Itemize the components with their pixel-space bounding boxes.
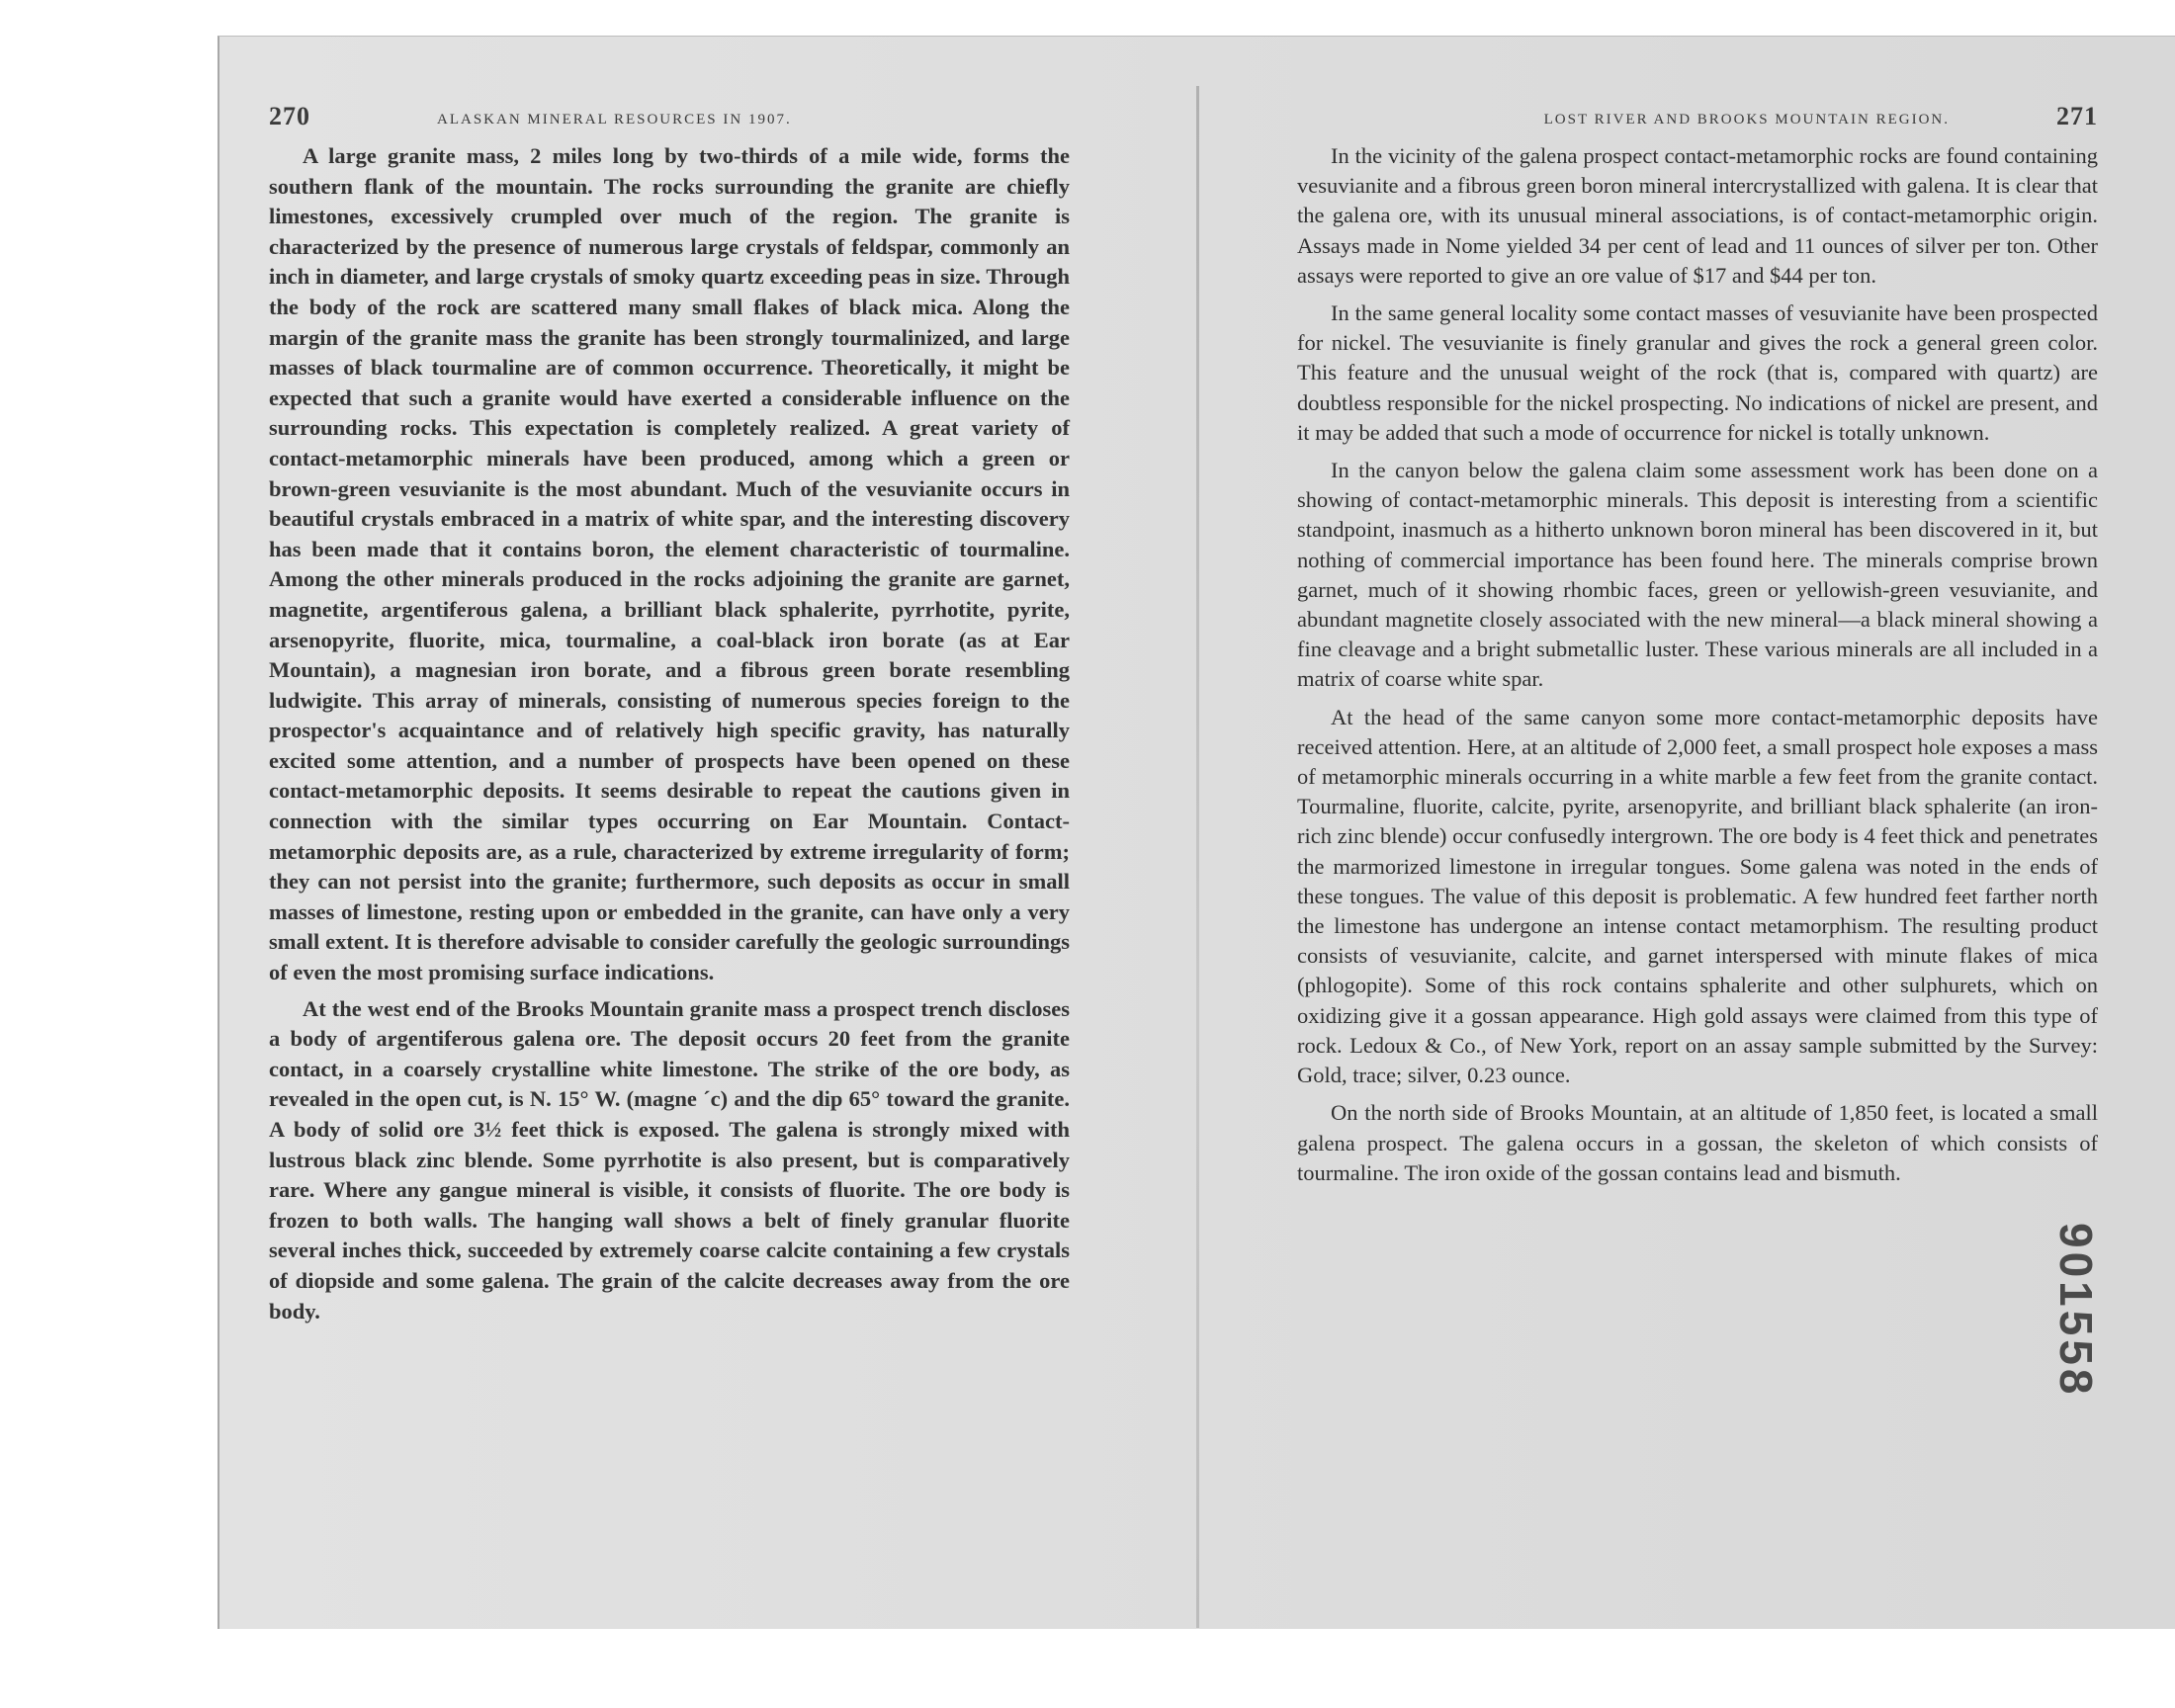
right-page-number: 271 <box>2056 102 2098 130</box>
left-paragraph-2: At the west end of the Brooks Mountain granite mass a prospect trench discloses a body of argentiferous galena ore. The deposit occurs 20 feet from the granite contact, in a coarsely crystalline white limestone. The strike of the ore body, as revealed in the open cut, is N. 15° W. (magne ´c) and the dip 65° toward the granite. A body of solid ore 3½ feet thick is exposed. The galena is strongly mixed with lustrous black zinc blende. Some pyrrhotite is also present, but is comparatively rare. Where any gangue mineral is visible, it consists of fluorite. The ore body is frozen to both walls. The hanging wall shows a belt of finely granular fluorite several inches thick, succeeded by extremely coarse calcite containing a few crystals of diopside and some galena. The grain of the calcite decreases away from the ore body. <box>269 995 1070 1324</box>
book-gutter <box>1196 86 1199 1628</box>
left-running-head <box>269 102 1070 141</box>
right-page <box>1297 102 2098 1188</box>
right-paragraph-4: At the head of the same canyon some more contact-metamorphic deposits have received attention. Here, at an altitude of 2,000 feet, a small prospect hole exposes a mass of metamorphic minerals occurring in a white marble a few feet from the granite contact. Tourmaline, fluorite, calcite, pyrite, arsenopyrite, and brilliant black sphalerite (an iron-rich zinc blende) occur confusedly intergrown. The ore body is 4 feet thick and penetrates the marmorized limestone in irregular tongues. Some galena was noted in the ends of these tongues. The value of this deposit is problematic. A few hundred feet farther north the limestone has undergone an intense contact metamorphism. The resulting product consists of vesuvianite, calcite, and garnet interspersed with minute flakes of mica (phlogopite). Some of this rock contains sphalerite and other sulphurets, which on oxidizing give it a gossan appearance. High gold assays were claimed from this type of rock. Ledoux & Co., of New York, report on an assay sample submitted by the Survey: Gold, trace; silver, 0.23 ounce. <box>1297 704 2098 1088</box>
left-paragraph-1: A large granite mass, 2 miles long by two-thirds of a mile wide, forms the southern flank of the mountain. The rocks surrounding the granite are chiefly limestones, excessively crumpled over much of the region. The granite is characterized by the presence of numerous large crystals of feldspar, commonly an inch in diameter, and large crystals of smoky quartz exceeding peas in size. Through the body of the rock are scattered many small flakes of black mica. Along the margin of the granite mass the granite has been strongly tourmalinized, and large masses of black tourmaline are of common occurrence. Theoretically, it might be expected that such a granite would have exerted a considerable influence on the surrounding rocks. This expectation is completely realized. A great variety of contact-metamorphic minerals have been produced, among which a green or brown-green vesuvianite is the most abundant. Much of the vesuvianite occurs in beautiful crystals embraced in a matrix of white spar, and the interesting discovery has been made that it contains boron, the element characteristic of tourmaline. Among the other minerals produced in the rocks adjoining the granite are garnet, magnetite, argentiferous galena, a brilliant black sphalerite, pyrrhotite, pyrite, arsenopyrite, fluorite, mica, tourmaline, a coal-black iron borate (as at Ear Mountain), a magnesian iron borate, and a fibrous green borate resembling ludwigite. This array of minerals, consisting of numerous species foreign to the prospector's acquaintance and of relatively high specific gravity, has naturally excited some attention, and a number of prospects have been opened on these contact-metamorphic deposits. It seems desirable to repeat the cautions given in connection with the similar types occurring on Ear Mountain. Contact-metamorphic deposits are, as a rule, characterized by extreme irregularity of form; they can not persist into the granite; furthermore, such deposits as occur in small masses of limestone, resting upon or embedded in the granite, can have only a very small extent. It is therefore advisable to consider carefully the geologic surroundings of even the most promising surface indications. <box>269 143 1070 985</box>
scanned-spread <box>218 36 2175 1629</box>
right-page-body <box>1297 141 2098 1188</box>
right-paragraph-3: In the canyon below the galena claim some assessment work has been done on a showing of contact-metamorphic minerals. This deposit is interesting from a scientific standpoint, inasmuch as a hitherto unknown boron mineral has been discovered in it, but nothing of commercial importance has been found here. The minerals comprise brown garnet, much of it showing rhombic faces, green or yellowish-green vesuvianite, and abundant magnetite closely associated with the new mineral—a black mineral showing a fine cleavage and a bright submetallic luster. These various minerals are all included in a matrix of coarse white spar. <box>1297 458 2098 692</box>
left-page <box>269 102 1070 1326</box>
right-running-head-title: LOST RIVER AND BROOKS MOUNTAIN REGION. <box>1543 112 1950 128</box>
left-page-body <box>269 141 1070 1326</box>
right-paragraph-5: On the north side of Brooks Mountain, at an altitude of 1,850 feet, is located a small galena prospect. The galena occurs in a gossan, the skeleton of which consists of tourmaline. The iron oxide of the gossan contains lead and bismuth. <box>1297 1100 2098 1185</box>
right-paragraph-2: In the same general locality some contact masses of vesuvianite have been prospected for nickel. The vesuvianite is finely granular and gives the rock a general green color. This feature and the unusual weight of the rock (that is, compared with quartz) are doubtless responsible for the nickel prospecting. No indications of nickel are present, and it may be added that such a mode of occurrence for nickel is totally unknown. <box>1297 300 2098 445</box>
left-running-head-title: ALASKAN MINERAL RESOURCES IN 1907. <box>437 112 792 128</box>
right-paragraph-1: In the vicinity of the galena prospect contact-metamorphic rocks are found containing vesuvianite and a fibrous green boron mineral intercrystallized with galena. It is clear that the galena ore, with its unusual mineral associations, is of contact-metamorphic origin. Assays made in Nome yielded 34 per cent of lead and 11 ounces of silver per ton. Other assays were reported to give an ore value of $17 and $44 per ton. <box>1297 143 2098 288</box>
left-page-number: 270 <box>269 102 310 130</box>
archive-stamp-number: 901558 <box>2050 1223 2102 1399</box>
right-running-head <box>1297 102 2098 141</box>
